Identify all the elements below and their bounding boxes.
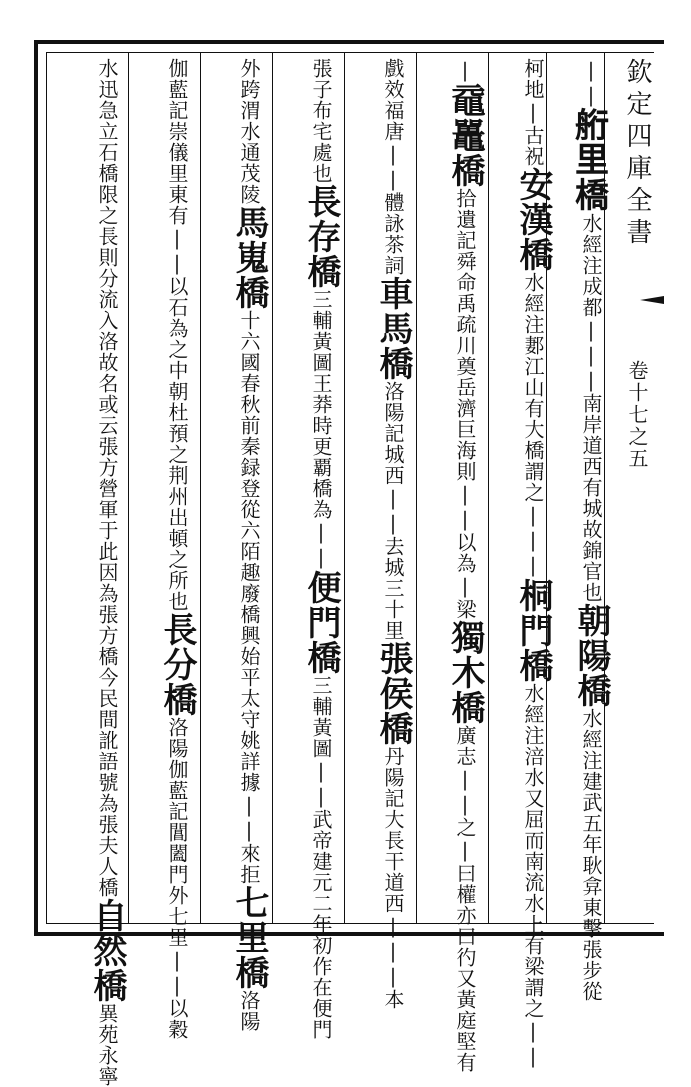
- column-divider: [200, 52, 201, 924]
- col1-seg1: ||: [579, 58, 603, 108]
- col3-seg3: 拾遺記舜命禹疏川奠岳濟巨海則||以為|梁: [453, 188, 477, 620]
- col3-seg1: |: [453, 58, 477, 83]
- col5-seg3: 三輔黃圖王莽時更覇橋為||: [309, 289, 333, 570]
- col1-seg3: 水經注成都|||南岸道西有城故錦官也: [579, 213, 603, 603]
- col7-seg3: 洛陽伽藍記閶闔門外七里||以穀: [165, 717, 189, 1040]
- col5-entry-title-1: 長存橋: [301, 184, 341, 289]
- volume-label: 卷十七之五: [625, 360, 649, 470]
- col5-seg5: 三輔黃圖||武帝建元二年初作在便門: [309, 675, 333, 1040]
- col7-entry-title-1: 長分橋: [157, 612, 197, 717]
- column-divider: [488, 52, 489, 924]
- page-header: [612, 58, 656, 618]
- col4-seg1: 戲效福唐||體詠茶詞: [381, 58, 405, 276]
- col2-seg1: 柯地: [521, 58, 545, 100]
- text-column-5: [278, 58, 341, 1040]
- col6-seg5: 洛陽: [237, 990, 261, 1032]
- col3-entry-title-2: 獨木橋: [445, 620, 485, 725]
- col6-seg3: 十六國春秋前秦録登從六陌趣廢橋興始平太守姚詳據||來拒: [237, 310, 261, 885]
- column-divider: [344, 52, 345, 924]
- text-column-6: [206, 58, 269, 1032]
- col6-entry-title-2: 七里橋: [229, 885, 269, 990]
- col8-entry-title-1: 自然橋: [87, 898, 127, 1003]
- col6-seg1: 外跨渭水通茂陵: [237, 58, 261, 205]
- col2-seg5: 水經注郪江山有大橋謂之|||: [521, 272, 545, 578]
- text-column-8: [64, 58, 127, 1087]
- col4-seg5: 丹陽記大長干道西|||本: [381, 746, 405, 1010]
- text-column-7: [134, 58, 197, 1040]
- col3-seg5: 廣志||之|曰權亦曰彴又黃庭堅有: [453, 725, 477, 1073]
- text-column-3: [422, 58, 485, 1073]
- col4-entry-title-2: 張侯橋: [373, 641, 413, 746]
- col1-entry-title-2: 朝陽橋: [571, 603, 611, 708]
- col5-seg1: 張子布宅處也: [309, 58, 333, 184]
- col2-entry-title-1: 安漢橋: [513, 167, 553, 272]
- col7-seg1: 伽藍記崇儀里東有||以石為之中朝杜預之荆州出頓之所也: [165, 58, 189, 612]
- col8-seg1: 水迅急立石橋限之長則分流入洛故名或云張方營軍于此因為張方橋今民間訛語號為張夫人橋: [95, 58, 119, 898]
- col5-entry-title-2: 便門橋: [301, 570, 341, 675]
- text-column-1: [548, 58, 611, 1002]
- column-divider: [128, 52, 129, 924]
- column-divider: [272, 52, 273, 924]
- column-divider: [416, 52, 417, 924]
- text-column-4: [350, 58, 413, 1010]
- text-column-2: [490, 58, 553, 1069]
- book-title: 欽定四庫全書: [622, 58, 652, 250]
- col2-entry-title-2: 桐門橋: [513, 578, 553, 683]
- col4-entry-title-1: 車馬橋: [373, 276, 413, 381]
- col2-seg3: 祝: [521, 146, 545, 167]
- col1-seg5: 水經注建武五年耿弇東擊張步從: [579, 708, 603, 1002]
- col2-seg2: |古: [521, 100, 545, 146]
- col6-entry-title-1: 馬嵬橋: [229, 205, 269, 310]
- fishtail-mark: [640, 296, 664, 304]
- col8-seg3: 異苑永寧: [95, 1003, 119, 1087]
- col4-seg3: 洛陽記城西||去城三十里: [381, 381, 405, 641]
- col3-entry-title-1: 黿鼉橋: [445, 83, 485, 188]
- col2-seg7: 水經注涪水又屈而南流水上有梁謂之||: [521, 683, 545, 1069]
- col1-entry-title-1: 𦨵里橋: [571, 108, 611, 213]
